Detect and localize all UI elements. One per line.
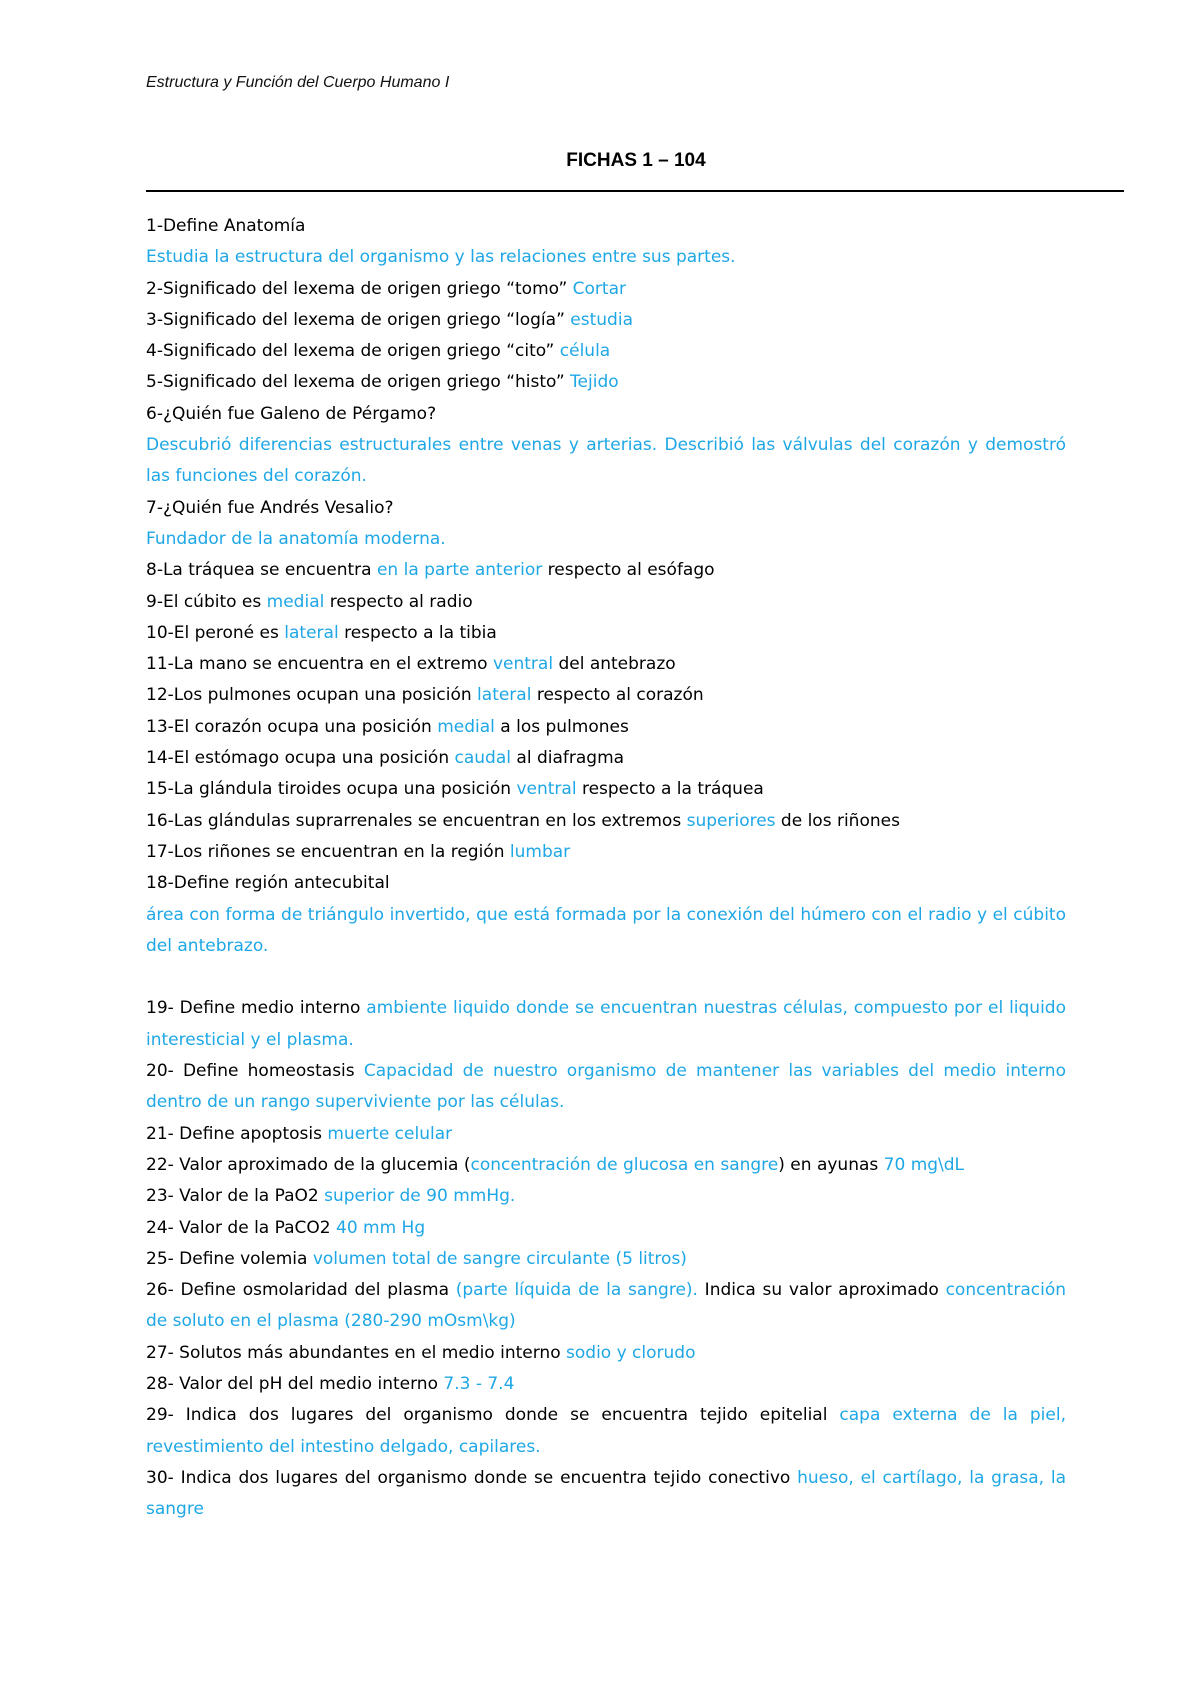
- answer-text: lateral: [284, 622, 339, 643]
- question-text: 24- Valor de la PaCO2: [146, 1217, 336, 1238]
- answer-text: hueso, el cartílago, la grasa, la sangre: [146, 1467, 1067, 1520]
- list-item: [146, 806, 1066, 837]
- question-text: 12-Los pulmones ocupan una posición: [146, 685, 478, 706]
- question-text: respecto a la tráquea: [576, 779, 764, 800]
- answer-text: superior de 90 mmHg.: [324, 1186, 516, 1207]
- list-item: [146, 1400, 1066, 1463]
- question-text: del antebrazo: [553, 654, 676, 675]
- question-text: 8-La tráquea se encuentra: [146, 560, 377, 581]
- list-item: [146, 1463, 1066, 1526]
- list-item: [146, 367, 1066, 398]
- list-item: [146, 774, 1066, 805]
- questions-list: [146, 211, 1066, 1525]
- answer-text: Descubrió diferencias estructurales entre venas y arterias. Describió las válvulas del corazón y demostró las funciones del corazón.: [146, 435, 1066, 487]
- list-item: [146, 1244, 1066, 1275]
- answer-text: capa externa de la piel, revestimiento del intestino delgado, capilares.: [146, 1405, 1066, 1457]
- document-header: Estructura y Función del Cuerpo Humano I: [146, 74, 450, 91]
- blank-line: [146, 962, 1066, 993]
- question-text: 27- Solutos más abundantes en el medio interno: [146, 1342, 567, 1363]
- question-text: 3-Significado del lexema de origen griego “logía”: [146, 309, 571, 330]
- question-text: 14-El estómago ocupa una posición: [146, 748, 455, 769]
- question-text: a los pulmones: [494, 716, 629, 737]
- question-text: 11-La mano se encuentra en el extremo: [146, 654, 493, 675]
- list-item: [146, 1056, 1066, 1119]
- question-text: 22- Valor aproximado de la glucemia (: [146, 1154, 471, 1175]
- answer-text: medial: [266, 591, 325, 612]
- answer-text: (parte líquida de la sangre).: [455, 1280, 698, 1301]
- list-item: [146, 524, 1066, 555]
- answer-text: superiores: [686, 810, 776, 831]
- list-item: [146, 555, 1066, 586]
- question-text: 13-El corazón ocupa una posición: [146, 716, 438, 737]
- answer-text: concentración de soluto en el plasma (280-290 mOsm\kg): [146, 1280, 1066, 1332]
- answer-text: área con forma de triángulo invertido, que está formada por la conexión del húmero con el radio y el cúbito del antebrazo.: [146, 904, 1066, 956]
- question-text: 28- Valor del pH del medio interno: [146, 1373, 444, 1394]
- list-item: [146, 274, 1066, 305]
- list-item: [146, 900, 1066, 963]
- question-text: 1-Define Anatomía: [146, 216, 306, 236]
- list-item: [146, 305, 1066, 336]
- question-text: al diafragma: [511, 748, 625, 769]
- question-text: 30- Indica dos lugares del organismo donde se encuentra tejido conectivo: [146, 1467, 798, 1488]
- list-item: [146, 993, 1066, 1056]
- question-text: 19- Define medio interno: [146, 998, 367, 1019]
- answer-text: ventral: [516, 779, 577, 800]
- question-text: ) en ayunas: [778, 1154, 884, 1175]
- list-item: [146, 1181, 1066, 1212]
- question-text: 23- Valor de la PaO2: [146, 1186, 325, 1207]
- answer-text: 7.3 - 7.4: [443, 1373, 515, 1394]
- list-item: [146, 868, 1066, 899]
- list-item: [146, 430, 1066, 493]
- answer-text: 40 mm Hg: [336, 1217, 426, 1238]
- answer-text: Cortar: [572, 278, 626, 299]
- question-text: respecto a la tibia: [338, 622, 497, 643]
- list-item: [146, 336, 1066, 367]
- answer-text: estudia: [570, 309, 633, 330]
- question-text: 21- Define apoptosis: [146, 1123, 328, 1144]
- answer-text: 70 mg\dL: [883, 1154, 965, 1175]
- list-item: [146, 649, 1066, 680]
- question-text: 15-La glándula tiroides ocupa una posición: [146, 779, 517, 800]
- answer-text: Capacidad de nuestro organismo de mantener las variables del medio interno dentro de un rango superviviente por las células.: [146, 1061, 1066, 1113]
- list-item: [146, 493, 1066, 524]
- list-item: [146, 712, 1066, 743]
- question-text: 17-Los riñones se encuentran en la región: [146, 841, 510, 862]
- list-item: [146, 1275, 1066, 1338]
- question-text: Indica su valor aproximado: [697, 1280, 946, 1301]
- answer-text: lumbar: [509, 841, 571, 862]
- list-item: [146, 1338, 1066, 1369]
- question-text: 29- Indica dos lugares del organismo donde se encuentra tejido epitelial: [146, 1405, 840, 1426]
- page-title: FICHAS 1 – 104: [566, 150, 706, 171]
- question-text: 2-Significado del lexema de origen griego “tomo”: [146, 278, 573, 299]
- question-text: respecto al esófago: [542, 560, 715, 581]
- list-item: [146, 837, 1066, 868]
- answer-text: ventral: [492, 654, 554, 675]
- question-text: 5-Significado del lexema de origen griego “histo”: [146, 372, 571, 393]
- question-text: respecto al corazón: [531, 685, 704, 706]
- question-text: respecto al radio: [324, 591, 473, 612]
- answer-text: lateral: [477, 685, 532, 706]
- question-text: 20- Define homeostasis: [146, 1061, 364, 1082]
- answer-text: muerte celular: [327, 1123, 453, 1144]
- question-text: 25- Define volemia: [146, 1248, 313, 1269]
- list-item: [146, 211, 1066, 242]
- list-item: [146, 1213, 1066, 1244]
- list-item: [146, 680, 1066, 711]
- question-text: 4-Significado del lexema de origen griego “cito”: [146, 341, 560, 362]
- question-text: 7-¿Quién fue Andrés Vesalio?: [146, 497, 394, 518]
- question-text: de los riñones: [775, 810, 900, 831]
- list-item: [146, 743, 1066, 774]
- list-item: [146, 242, 1066, 273]
- question-text: 18-Define región antecubital: [146, 873, 390, 894]
- list-item: [146, 399, 1066, 430]
- list-item: [146, 1119, 1066, 1150]
- list-item: [146, 1150, 1066, 1181]
- question-text: 6-¿Quién fue Galeno de Pérgamo?: [146, 403, 437, 424]
- answer-text: célula: [559, 341, 611, 362]
- question-text: 9-El cúbito es: [146, 591, 267, 612]
- answer-text: medial: [437, 716, 495, 737]
- title-divider: [146, 190, 1124, 192]
- question-text: 16-Las glándulas suprarrenales se encuentran en los extremos: [146, 810, 687, 831]
- answer-text: Tejido: [570, 372, 619, 393]
- answer-text: en la parte anterior: [376, 560, 543, 581]
- question-text: 26- Define osmolaridad del plasma: [146, 1280, 456, 1301]
- answer-text: caudal: [454, 748, 511, 769]
- list-item: [146, 1369, 1066, 1400]
- answer-text: sodio y clorudo: [566, 1342, 696, 1363]
- question-text: 10-El peroné es: [146, 622, 285, 643]
- answer-text: Fundador de la anatomía moderna.: [146, 528, 446, 549]
- answer-text: volumen total de sangre circulante (5 litros): [312, 1248, 687, 1269]
- answer-text: ambiente liquido donde se encuentran nuestras células, compuesto por el liquido interesticial y el plasma.: [146, 998, 1067, 1050]
- list-item: [146, 618, 1066, 649]
- answer-text: Estudia la estructura del organismo y las relaciones entre sus partes.: [146, 247, 736, 268]
- list-item: [146, 587, 1066, 618]
- answer-text: concentración de glucosa en sangre: [470, 1154, 779, 1175]
